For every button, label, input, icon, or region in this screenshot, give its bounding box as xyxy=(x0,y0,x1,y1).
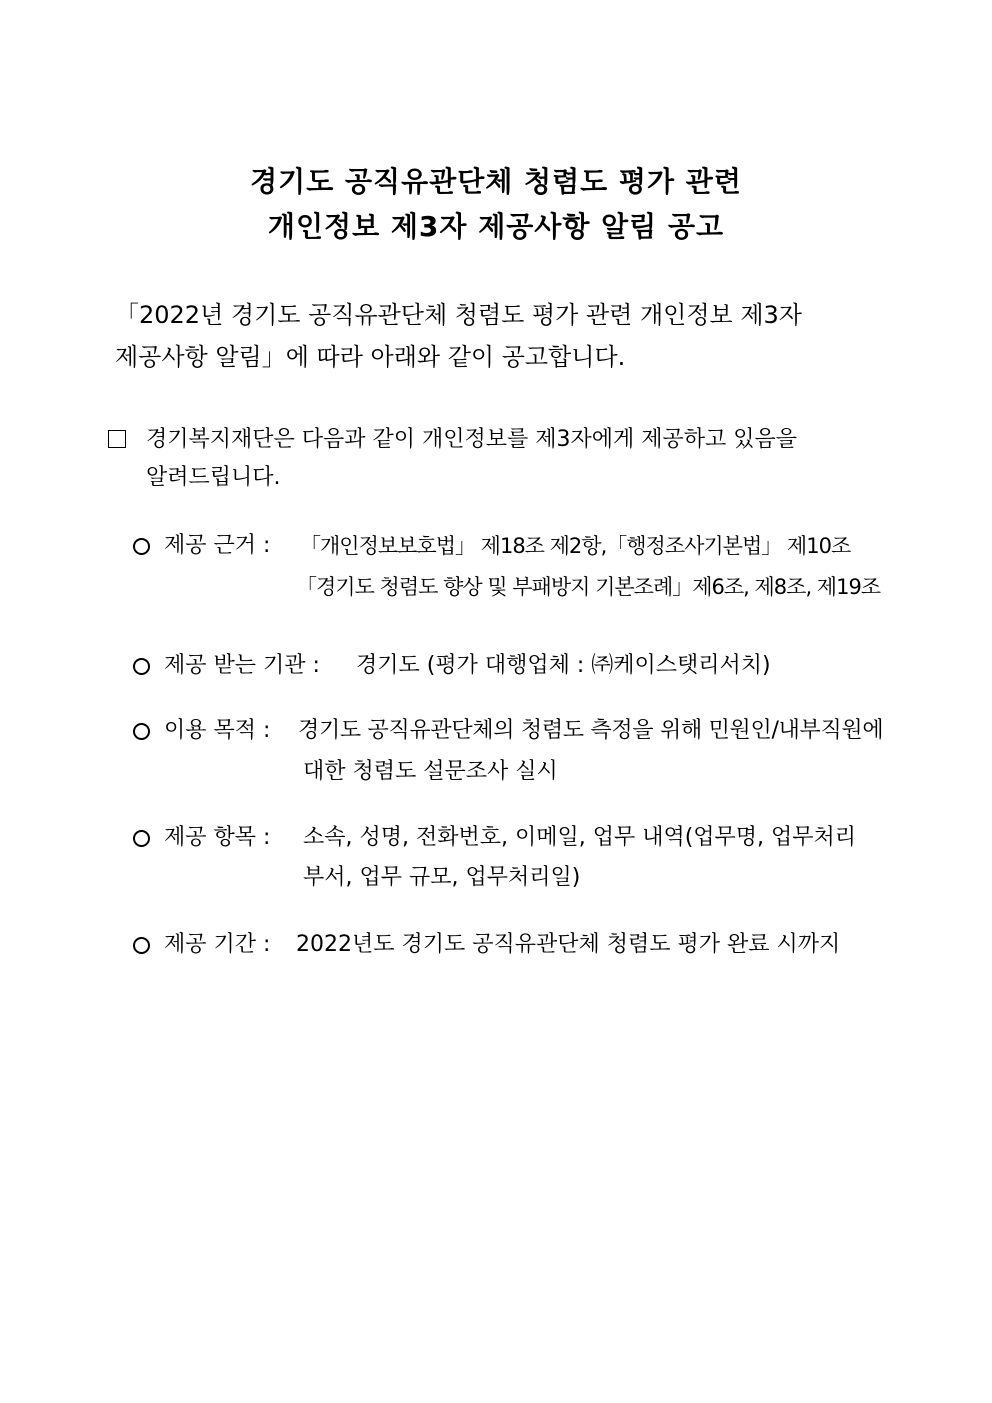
notice-title-line-1: 경기도 공직유관단체 청렴도 평가 관련 xyxy=(250,165,742,198)
item-fields-label: 제공 항목 : xyxy=(164,825,271,850)
circle-bullet-icon xyxy=(133,538,150,555)
item-purpose-line-1: 경기도 공직유관단체의 청렴도 측정을 위해 민원인/내부직원에 xyxy=(298,718,884,743)
item-basis-line-1: 「개인정보보호법」 제18조 제2항,「행정조사기본법」 제10조 xyxy=(300,534,851,558)
circle-bullet-icon xyxy=(133,723,150,740)
square-bullet-icon xyxy=(108,430,126,448)
intro-line-2: 제공사항 알림」에 따라 아래와 같이 공고합니다. xyxy=(115,343,626,371)
notice-line-1: 경기복지재단은 다음과 같이 개인정보를 제3자에게 제공하고 있음을 xyxy=(146,427,798,452)
item-purpose-line-2: 대한 청렴도 설문조사 실시 xyxy=(303,759,558,784)
circle-bullet-icon xyxy=(133,830,150,847)
item-basis-label: 제공 근거 : xyxy=(164,533,271,558)
item-recipient-line-1: 경기도 (평가 대행업체 : ㈜케이스탯리서치) xyxy=(356,653,771,678)
item-period-label: 제공 기간 : xyxy=(164,932,271,957)
circle-bullet-icon xyxy=(133,937,150,954)
item-purpose-label: 이용 목적 : xyxy=(164,718,271,743)
circle-bullet-icon xyxy=(133,658,150,675)
item-fields-line-1: 소속, 성명, 전화번호, 이메일, 업무 내역(업무명, 업무처리 xyxy=(303,825,857,850)
intro-line-1: 「2022년 경기도 공직유관단체 청렴도 평가 관련 개인정보 제3자 xyxy=(115,301,802,329)
notice-title-line-2: 개인정보 제3자 제공사항 알림 공고 xyxy=(267,210,725,243)
item-fields-line-2: 부서, 업무 규모, 업무처리일) xyxy=(303,865,581,890)
notice-line-2: 알려드립니다. xyxy=(146,465,281,490)
item-recipient-label: 제공 받는 기관 : xyxy=(164,653,320,678)
item-period-line-1: 2022년도 경기도 공직유관단체 청렴도 평가 완료 시까지 xyxy=(296,932,841,957)
item-basis-line-2: 「경기도 청렴도 향상 및 부패방지 기본조례」제6조, 제8조, 제19조 xyxy=(296,575,881,599)
